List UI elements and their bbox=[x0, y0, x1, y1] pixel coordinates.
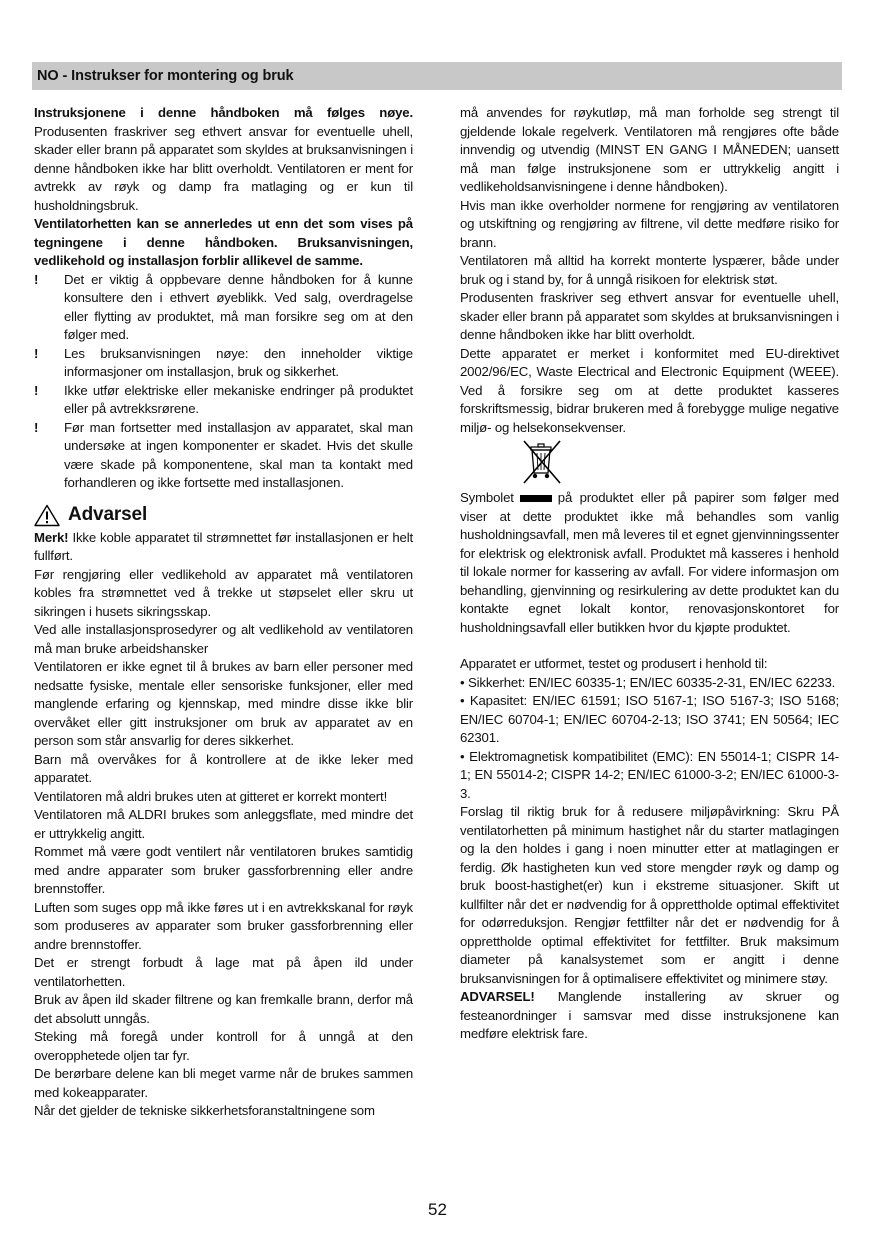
paragraph: Dette apparatet er merket i konformitet med EU-direktivet 2002/96/EC, Waste Electrical and Electronic Equipment (WEEE). Ved å forsikre seg om at dette produktet kasseres forskriftsmessig, bidrar brukeren med å forebygge mulige negative miljø- og helsekonsekvenser. bbox=[460, 345, 839, 435]
bullet-text: Det er viktig å oppbevare denne håndboken for å kunne konsultere den i ethvert øyeblikk. Ved salg, overdragelse eller flytting av produktet, må man forsikre seg om at den følger med. bbox=[64, 271, 413, 342]
exclamation-icon: ! bbox=[34, 419, 39, 435]
paragraph: Barn må overvåkes for å kontrollere at de ikke leker med apparatet. bbox=[34, 751, 413, 785]
final-warning-text: Manglende installering av skruer og festeanordninger i samsvar med disse instruksjonene kan medføre elektrisk fare. bbox=[460, 989, 839, 1041]
paragraph: Før rengjøring eller vedlikehold av apparatet må ventilatoren kobles fra strømnettet ved å trekke ut støpselet eller skru ut sikringen i husets sikringsskap. bbox=[34, 566, 413, 619]
crossed-bin-icon bbox=[520, 439, 564, 485]
intro-bold: Instruksjonene i denne håndboken må følges nøye. bbox=[34, 105, 413, 120]
page-number: 52 bbox=[428, 1200, 447, 1219]
warning-heading bbox=[34, 503, 413, 527]
conformity-intro: Apparatet er utformet, testet og produsert i henhold til: bbox=[460, 656, 768, 671]
symbol-label: Symbolet bbox=[460, 490, 514, 505]
paragraph: Det er strengt forbudt å lage mat på åpen ild under ventilatorhetten. bbox=[34, 955, 413, 989]
standard-item: • Elektromagnetisk kompatibilitet (EMC): EN 55014-1; CISPR 14-1; EN 55014-2; CISPR 14-2; EN/IEC 61000-3-2; EN/IEC 61000-3-3. bbox=[460, 748, 839, 801]
paragraph: De berørbare delene kan bli meget varme når de brukes sammen med kokeapparater. bbox=[34, 1066, 413, 1100]
bullet-text: Les bruksanvisningen nøye: den inneholder viktige informasjoner om installasjon, bruk og sikkerhet. bbox=[64, 345, 413, 379]
section-title: NO - Instrukser for montering og bruk bbox=[37, 68, 294, 84]
paragraph: Steking må foregå under kontroll for å unngå at den overopphetede oljen tar fyr. bbox=[34, 1029, 413, 1063]
paragraph: Ventilatoren må aldri brukes uten at gitteret er korrekt montert! bbox=[34, 788, 388, 804]
intro-text: Produsenten fraskriver seg ethvert ansvar for eventuelle uhell, skader eller brann på apparatet som skyldes at bruksanvisningen i denne håndboken ikke har blitt overholdt. Ventilatoren er ment for avtrekk av røyk og damp fra matlaging og er kun til husholdningsbruk. bbox=[34, 123, 413, 213]
symbol-paragraph bbox=[460, 489, 839, 637]
paragraph: Hvis man ikke overholder normene for rengjøring av ventilatoren og utskiftning og rengjøring av filtrene, vil dette medføre risiko for brann. bbox=[460, 197, 839, 250]
black-bar-icon bbox=[520, 495, 552, 502]
paragraph: Bruk av åpen ild skader filtrene og kan fremkalle brann, derfor må det absolutt unngås. bbox=[34, 992, 413, 1026]
exclamation-icon: ! bbox=[34, 271, 39, 287]
final-warning-paragraph bbox=[460, 988, 839, 1044]
warning-title: Advarsel bbox=[68, 503, 148, 525]
exclamation-icon: ! bbox=[34, 382, 39, 398]
drawing-note: Ventilatorhetten kan se annerledes ut enn det som vises på tegningene i denne håndboken. Bruksanvisningen, vedlikehold og installasjon forblir allikevel de samme. bbox=[34, 216, 413, 268]
bullet-item bbox=[34, 271, 413, 345]
paragraph: Ved alle installasjonsprosedyrer og alt vedlikehold av ventilatoren må man bruke arbeidshansker bbox=[34, 622, 413, 656]
paragraph: Rommet må være godt ventilert når ventilatoren brukes samtidig med andre apparater som bruker gassforbrenning eller andre brennstoffer. bbox=[34, 844, 413, 896]
merk-paragraph bbox=[34, 529, 413, 566]
standard-item: • Sikkerhet: EN/IEC 60335-1; EN/IEC 60335-2-31, EN/IEC 62233. bbox=[460, 674, 836, 690]
section-header bbox=[32, 62, 842, 90]
standard-item: • Kapasitet: EN/IEC 61591; ISO 5167-1; ISO 5167-3; ISO 5168; EN/IEC 60704-1; EN/IEC 60704-2-13; ISO 3741; EN 50564; IEC 62301. bbox=[460, 693, 839, 745]
paragraph: Ventilatoren er ikke egnet til å brukes av barn eller personer med nedsatte fysiske, mentale eller sensoriske funksjoner, eller med manglende erfaring og kjennskap, med mindre disse ikke blir overvåket eller gitt instruksjoner om bruk av apparatet av en person som står ansvarlig for deres sikkerhet. bbox=[34, 659, 413, 748]
paragraph: Ventilatoren må ALDRI brukes som anleggsflate, med mindre det er uttrykkelig angitt. bbox=[34, 807, 413, 841]
merk-label: Merk! bbox=[34, 529, 69, 545]
symbol-text: på produktet eller på papirer som følger med viser at dette produktet ikke må behandles som vanlig husholdningsavfall, men må leveres til et egnet gjenvinningssenter for elektrisk og elektronisk avfall. Produktet må kasseres i henhold til lokale normer for kassering av avfall. For videre informasjon om behandling, gjenvinning og resirkulering av dette produktet kan du kontakte egnet lokalt kontor, renovasjonskontoret for husholdningsavfall eller butikken hvor du kjøpte produktet. bbox=[460, 490, 839, 635]
intro-paragraph bbox=[34, 104, 413, 215]
paragraph: Når det gjelder de tekniske sikkerhetsforanstaltningene som bbox=[34, 1103, 375, 1118]
merk-text: Ikke koble apparatet til strømnettet før installasjonen er helt fullført. bbox=[34, 529, 413, 563]
paragraph: Luften som suges opp må ikke føres ut i en avtrekkskanal for røyk som produseres av apparater som bruker gassforbrenning eller andre brennstoffer. bbox=[34, 899, 413, 952]
bullet-item bbox=[34, 382, 413, 419]
exclamation-icon: ! bbox=[34, 345, 39, 361]
right-column bbox=[460, 104, 839, 1044]
paragraph: Ventilatoren må alltid ha korrekt monterte lyspærer, både under bruk og i stand by, for å unngå risikoen for elektrisk støt. bbox=[460, 253, 839, 287]
warning-triangle-icon bbox=[34, 504, 60, 527]
final-warning-label: ADVARSEL! bbox=[460, 989, 535, 1004]
bullet-text: Før man fortsetter med installasjon av apparatet, skal man undersøke at ingen komponenter er skadet. Hvis det skulle være skade på komponentene, skal man ta kontakt med forhandleren og ikke fortsette med installasjonen. bbox=[64, 419, 413, 490]
bullet-item bbox=[34, 345, 413, 382]
eco-paragraph: Forslag til riktig bruk for å redusere miljøpåvirkning: Skru PÅ ventilatorhetten på minimum hastighet når du starter matlagingen og la den holdes i gang i noen minutter etter at matlagingen er ferdig. Øk hastigheten kun ved store mengder røyk og damp og bruk boost-hastighet(er) kun i ekstreme situasjoner. Skift ut kullfilter når det er nødvendig for å opprettholde optimal effektivitet for odørreduksjon. Rengjør fettfilter når det er nødvendig for å opprettholde optimal effektivitet for fettfilter. Bruk maksimum diameter på kanalsystemet som er angitt i denne bruksanvisningen for å optimalisere effektivitet og minimere støy. bbox=[460, 804, 839, 986]
bullet-item bbox=[34, 419, 413, 493]
paragraph: Produsenten fraskriver seg ethvert ansvar for eventuelle uhell, skader eller brann på apparatet som skyldes at bruksanvisningen i denne håndboken ikke har blitt overholdt. bbox=[460, 290, 839, 342]
paragraph: må anvendes for røykutløp, må man forholde seg strengt til gjeldende lokale regelverk. Ventilatoren må rengjøres ofte både innvendig og utvendig (MINST EN GANG I MÅNEDEN; uansett må man følge instruksjonene som er uttrykkelig angitt i vedlikeholdsanvisningene i denne håndboken). bbox=[460, 105, 839, 194]
bullet-text: Ikke utfør elektriske eller mekaniske endringer på produktet eller på avtrekksrørene. bbox=[64, 382, 413, 416]
left-column bbox=[34, 104, 413, 1121]
